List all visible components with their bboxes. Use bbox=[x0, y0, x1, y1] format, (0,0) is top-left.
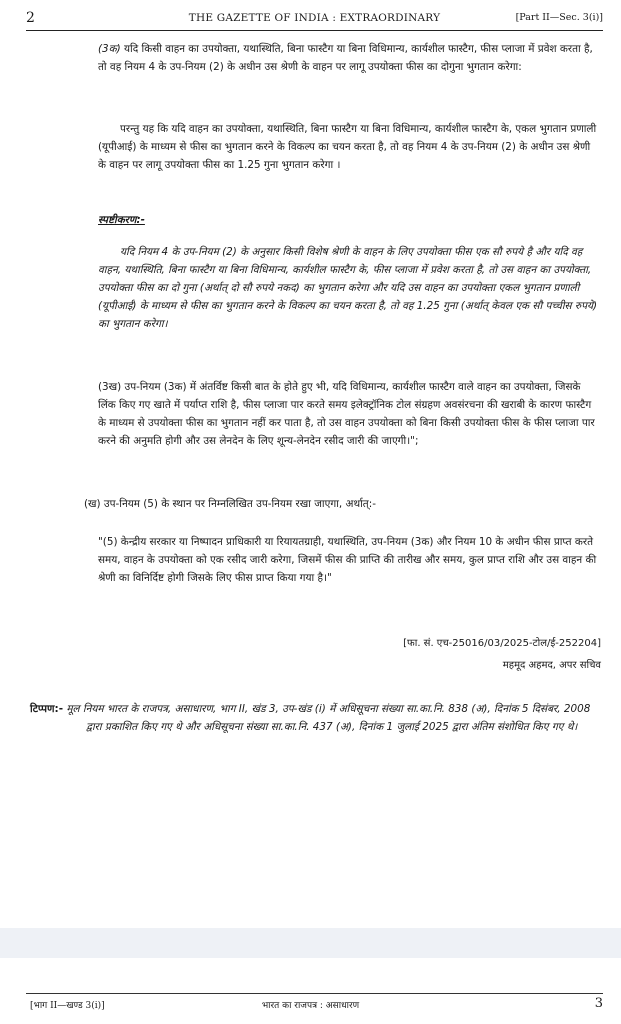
signatory: महमूद अहमद, अपर सचिव bbox=[502, 660, 601, 671]
paragraph-3kha: (3ख) उप-नियम (3क) में अंतर्विष्ट किसी बात के होते हुए भी, यदि विधिमान्य, कार्यशील फास्टैग वाले वाहन का उपयोक्ता, जिसके लिंक किए गए खाते में पर्याप्त राशि है, फीस प्लाजा पार करते समय इलेक्ट्रॉनिक टोल संग्रहण अवसंरचना की खराबी के कारण फास्टैग के माध्यम से उपयोक्ता फीस का भुगतान नहीं कर पाता है, तो उस वाहन उपयोक्ता को बिना किसी उपयोक्ता फीस के फीस प्लाजा पार करने की अनुमति होगी और उस लेनदेन के लिए शून्य-लेनदेन रसीद जारी की जाएगी।"; bbox=[98, 381, 595, 447]
gazette-title: THE GAZETTE OF INDIA : EXTRAORDINARY bbox=[188, 12, 441, 24]
paragraph-3ka bbox=[98, 40, 601, 76]
file-number: [फा. सं. एच-25016/03/2025-टोल/ई-252204] bbox=[403, 638, 601, 649]
paragraph-3ka-label: (3क) bbox=[98, 43, 121, 55]
footer-page-number: 3 bbox=[594, 996, 603, 1011]
paragraph-kha: (ख) उप-नियम (5) के स्थान पर निम्नलिखित उप-नियम रखा जाएगा, अर्थात्:- bbox=[84, 498, 376, 510]
proviso-paragraph: परन्तु यह कि यदि वाहन का उपयोक्ता, यथास्थिति, बिना फास्टैग या बिना विधिमान्य, कार्यशील फास्टैग के, एकल भुगतान प्रणाली (यूपीआई) के माध्यम से फीस का भुगतान करने के विकल्प का चयन करता है, तो वह नियम 4 के उप-नियम (2) के अधीन उस श्रेणी के वाहन पर लागू उपयोक्ता फीस का 1.25 गुना भुगतान करेगा । bbox=[98, 123, 597, 171]
part-section: [Part II—Sec. 3(i)] bbox=[515, 12, 603, 23]
note-text: मूल नियम भारत के राजपत्र, असाधारण, भाग II, खंड 3, उप-खंड (i) में अधिसूचना संख्या सा.का.नि. 838 (अ), दिनांक 5 दिसंबर, 2008 द्वारा प्रकाशित किए गए थे और अधिसूचना संख्या सा.का.नि. 437 (अ), दिनांक 1 जुलाई 2025 द्वारा अंतिम संशोधित किए गए थे। bbox=[63, 703, 591, 733]
footer-part-section: [भाग II—खण्ड 3(i)] bbox=[30, 1001, 105, 1011]
footer-divider bbox=[26, 993, 603, 994]
next-page-footer bbox=[0, 958, 621, 1024]
page-separator bbox=[0, 928, 621, 958]
page-number: 2 bbox=[26, 10, 35, 26]
paragraph-5: "(5) केन्द्रीय सरकार या निष्पादन प्राधिकारी या रियायतग्राही, यथास्थिति, उप-नियम (3क) और नियम 10 के अधीन फीस प्राप्त करते समय, वाहन के उपयोक्ता को एक रसीद जारी करेगा, जिसमें फीस की प्राप्ति की तारीख और समय, कुल प्राप्त राशि और उस वाहन की श्रेणी का विनिर्दिष्ट होगी जिसके लिए फीस प्राप्त किया गया है।" bbox=[98, 536, 597, 584]
explanation-paragraph: यदि नियम 4 के उप-नियम (2) के अनुसार किसी विशेष श्रेणी के वाहन के लिए उपयोक्ता फीस एक सौ रुपये है और यदि वह वाहन, यथास्थिति, बिना फास्टैग या बिना विधिमान्य, कार्यशील फास्टैग के, फीस प्लाजा में प्रवेश करता है, तो उस वाहन का उपयोक्ता, उपयोक्ता फीस का दो गुना (अर्थात् दो सौ रुपये नकद) का भुगतान करेगा और यदि उस वाहन का उपयोक्ता एकल भुगतान प्रणाली (यूपीआई) के माध्यम से फीस का भुगतान करने के विकल्प का चयन करता है, तो वह 1.25 गुना (अर्थात् केवल एक सौ पच्चीस रुपये) का भुगतान करेगा। bbox=[98, 246, 598, 330]
explanation-heading: स्पष्टीकरण:- bbox=[98, 214, 145, 226]
note-paragraph bbox=[30, 700, 601, 736]
footer-title: भारत का राजपत्र : असाधारण bbox=[261, 1001, 360, 1011]
paragraph-3ka-text: यदि किसी वाहन का उपयोक्ता, यथास्थिति, बिना फास्टैग या बिना विधिमान्य, कार्यशील फास्टैग, फीस प्लाजा में प्रवेश करता है, तो वह नियम 4 के उप-नियम (2) के अधीन उस श्रेणी के वाहन पर लागू उपयोक्ता फीस का दोगुना भुगतान करेगा: bbox=[98, 43, 593, 73]
page-header bbox=[26, 8, 603, 31]
note-label: टिप्पण:- bbox=[30, 703, 64, 715]
